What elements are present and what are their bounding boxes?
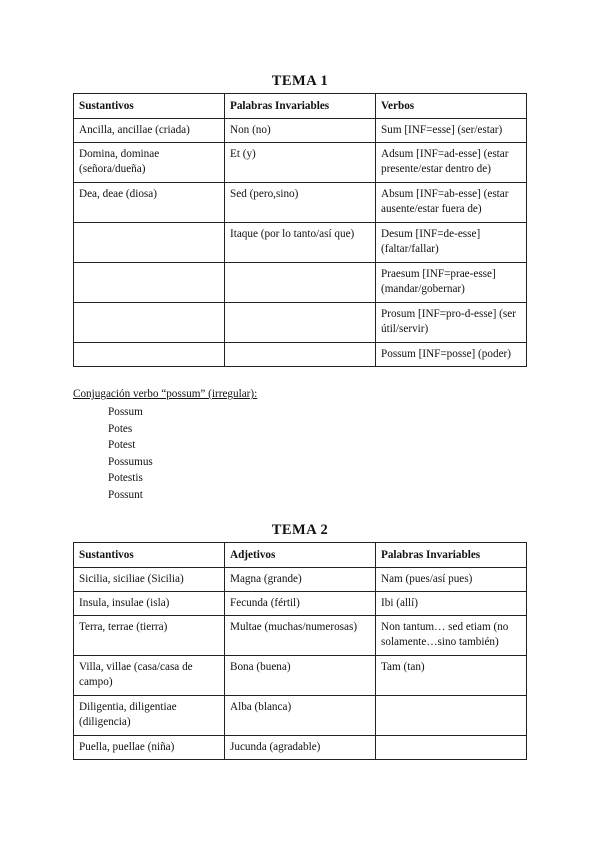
table-cell: Villa, villae (casa/casa de campo) [74, 656, 225, 696]
table-header-row [74, 543, 527, 568]
table-row [74, 303, 527, 343]
table-cell: Insula, insulae (isla) [74, 592, 225, 616]
table-cell: Fecunda (fértil) [225, 592, 376, 616]
table-row [74, 343, 527, 367]
table-cell: Itaque (por lo tanto/así que) [225, 223, 376, 263]
tema1-title: TEMA 1 [271, 73, 329, 89]
table-cell: Puella, puellae (niña) [74, 736, 225, 760]
table-row [74, 119, 527, 143]
table-cell: Et (y) [225, 143, 376, 183]
table-cell: Adsum [INF=ad-esse] (estar presente/estar dentro de) [376, 143, 527, 183]
table-cell: Desum [INF=de-esse] (faltar/fallar) [376, 223, 527, 263]
table-cell [376, 696, 527, 736]
table-cell: Bona (buena) [225, 656, 376, 696]
table-cell: Nam (pues/así pues) [376, 568, 527, 592]
table-row [74, 183, 527, 223]
table-cell: Multae (muchas/numerosas) [225, 616, 376, 656]
list-item: Possum [108, 406, 143, 418]
table-cell [376, 736, 527, 760]
list-item: Potes [108, 422, 133, 435]
list-item: Potestis [108, 472, 143, 485]
list-item: Potest [108, 439, 136, 452]
table-cell: Sed (pero,sino) [225, 183, 376, 223]
header-cell: Sustantivos [74, 94, 225, 119]
table-row [74, 263, 527, 303]
table-cell: Alba (blanca) [225, 696, 376, 736]
table-cell: Possum [INF=posse] (poder) [376, 343, 527, 367]
table-row [74, 616, 527, 656]
conjugation-title: Conjugación verbo “possum” (irregular): [73, 388, 258, 400]
table-cell: Praesum [INF=prae-esse] (mandar/gobernar) [376, 263, 527, 303]
table-cell [225, 303, 376, 343]
table-cell [74, 303, 225, 343]
table-cell [225, 343, 376, 367]
table-row [74, 736, 527, 760]
table-cell [225, 263, 376, 303]
table-cell: Sicilia, siciliae (Sicilia) [74, 568, 225, 592]
table-row [74, 568, 527, 592]
table-row [74, 223, 527, 263]
header-cell: Palabras Invariables [225, 94, 376, 119]
table-cell: Dea, deae (diosa) [74, 183, 225, 223]
list-item: Possumus [108, 455, 153, 468]
tema2-table [73, 542, 527, 760]
table-cell [74, 343, 225, 367]
table-cell: Tam (tan) [376, 656, 527, 696]
table-cell: Non tantum… sed etiam (no solamente…sino también) [376, 616, 527, 656]
header-cell: Palabras Invariables [376, 543, 527, 568]
table-cell: Non (no) [225, 119, 376, 143]
table-cell: Magna (grande) [225, 568, 376, 592]
table-cell: Domina, dominae (señora/dueña) [74, 143, 225, 183]
header-cell: Verbos [376, 94, 527, 119]
table-cell: Prosum [INF=pro-d-esse] (ser útil/servir) [376, 303, 527, 343]
table-row [74, 143, 527, 183]
tema1-table [73, 93, 527, 367]
table-cell: Ibi (allí) [376, 592, 527, 616]
header-cell: Adjetivos [225, 543, 376, 568]
table-cell: Absum [INF=ab-esse] (estar ausente/estar fuera de) [376, 183, 527, 223]
table-cell: Terra, terrae (tierra) [74, 616, 225, 656]
table-cell: Ancilla, ancillae (criada) [74, 119, 225, 143]
table-row [74, 696, 527, 736]
table-row [74, 656, 527, 696]
table-cell: Diligentia, diligentiae (diligencia) [74, 696, 225, 736]
header-cell: Sustantivos [74, 543, 225, 568]
table-cell [74, 223, 225, 263]
table-header-row [74, 94, 527, 119]
tema2-title: TEMA 2 [271, 522, 329, 538]
table-cell: Sum [INF=esse] (ser/estar) [376, 119, 527, 143]
table-cell: Jucunda (agradable) [225, 736, 376, 760]
conjugation-list [108, 404, 153, 504]
table-row [74, 592, 527, 616]
table-cell [74, 263, 225, 303]
list-item: Possunt [108, 488, 143, 501]
